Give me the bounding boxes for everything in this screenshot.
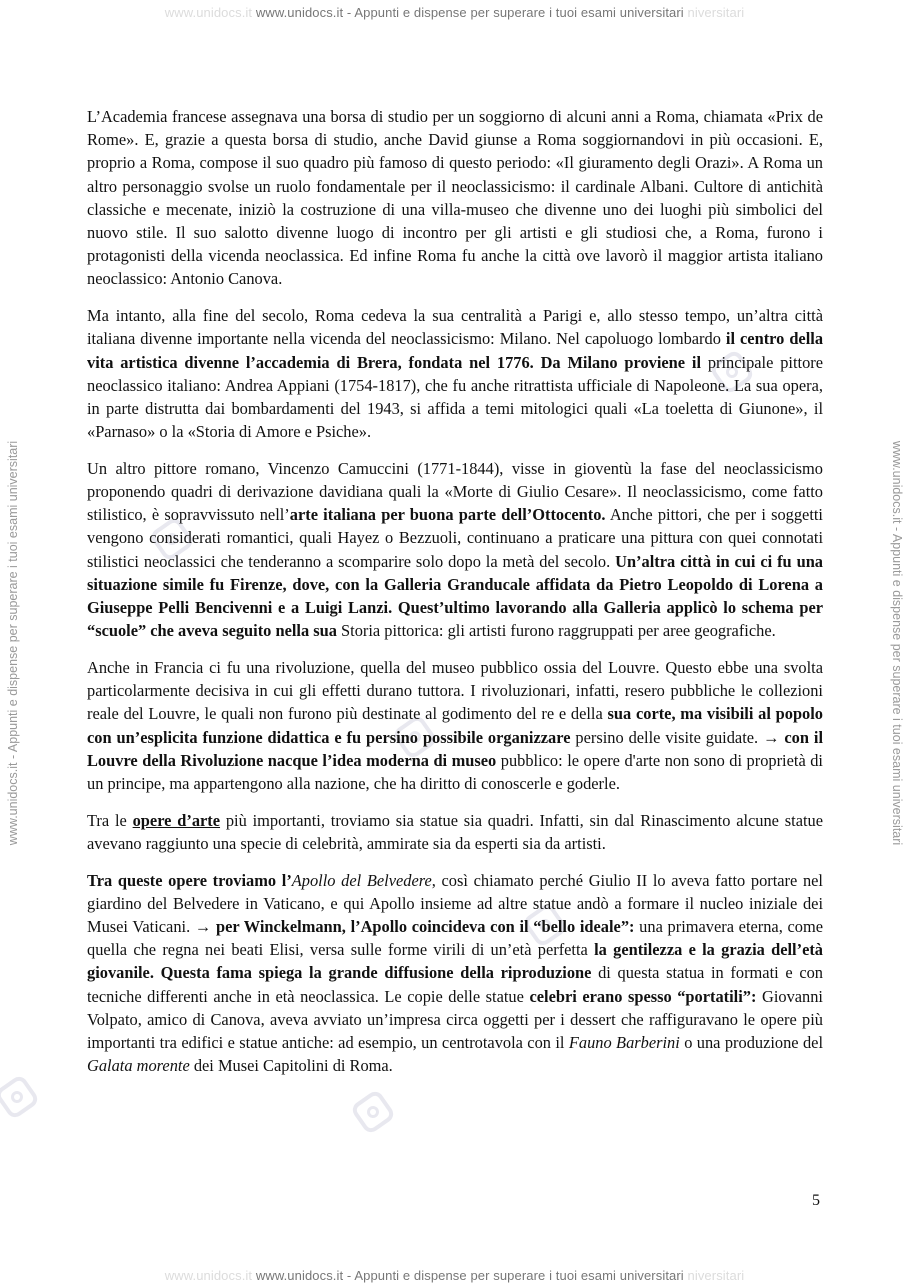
left-side-watermark-text: www.unidocs.it - Appunti e dispense per superare i tuoi esami universitari	[6, 440, 20, 846]
header-banner-faint-right: niversitari	[687, 5, 745, 20]
text-run: la gentilezza e la grazia dell’età giovanile. Questa fama spiega la grande diffusione della riproduzione	[87, 940, 823, 983]
text-run: arte italiana per buona parte dell’Ottocento.	[289, 505, 606, 525]
text-run: dei Musei Capitolini di Roma.	[189, 1056, 393, 1076]
text-run: → con il Louvre della Rivoluzione nacque l’idea moderna di museo	[87, 727, 823, 770]
paragraph	[87, 809, 823, 855]
text-run: Apollo del Belvedere	[291, 870, 432, 890]
text-run: Ma intanto, alla fine del secolo, Roma cedeva la sua centralità a Parigi e, allo stesso tempo, un’altra città italiana divenne importante nella vicenda del neoclassicismo: Milano. Nel capoluogo lombardo	[87, 306, 823, 349]
text-run: Storia pittorica: gli artisti furono raggruppati per aree geografiche.	[336, 621, 776, 641]
text-run: , così chiamato perché Giulio II lo aveva fatto portare nel giardino del Belvedere in Vaticano, e qui Apollo insieme ad altre statue andò a formare il nucleo iniziale dei Musei Vaticani.	[87, 870, 823, 936]
paragraph	[87, 869, 823, 1078]
text-run: opere d’arte	[132, 810, 221, 830]
text-run: Fauno Barberini	[568, 1033, 680, 1053]
text-run: o una produzione del	[679, 1033, 823, 1053]
text-run: una primavera eterna, come quella che regna nei beati Elisi, versa sulle forme virili di un’età perfetta	[87, 917, 823, 960]
text-run: Tra queste opere troviamo l’	[87, 870, 292, 890]
footer-banner-faint-left: www.unidocs.it	[164, 1268, 253, 1283]
document-body	[87, 105, 823, 1091]
paragraph	[87, 105, 823, 291]
paragraph	[87, 457, 823, 643]
text-run: di questa statua in formati e con tecniche differenti anche in età neoclassica. Le copie delle statue	[87, 963, 823, 1006]
text-run: il centro della vita artistica divenne l’accademia di Brera, fondata nel 1776. Da Milano proviene il	[87, 329, 824, 372]
text-run: Un altro pittore romano, Vincenzo Camuccini (1771-1844), visse in gioventù la fase del neoclassicismo proponendo quadri di derivazione davidiana quali la «Morte di Giulio Cesare». Il neoclassicismo, come fatto stilistico, è sopravvissuto nell’	[87, 458, 823, 525]
text-run: Anche pittori, che per i soggetti vengono considerati romantici, quali Hayez o Bezzuoli, continuano a praticare una pittura con quei connotati stilistici neoclassici che tenderanno a scomparire solo dopo la metà del secolo.	[87, 505, 823, 571]
text-run: → per Winckelmann, l’Apollo coincideva con il “bello ideale”:	[194, 917, 635, 936]
header-banner	[0, 5, 909, 20]
paragraph	[87, 656, 823, 795]
text-run: principale pittore neoclassico italiano: Andrea Appiani (1754-1817), che fu anche ritrattista ufficiale di Napoleone. La sua opera, in parte distrutta dai bombardamenti del 1943, si affida a temi mitologici quali «La toeletta di Giunone», il «Parnaso» o la «Storia di Amore e Psiche».	[87, 352, 823, 442]
text-run: Un’altra città in cui ci fu una situazione simile fu Firenze, dove, con la Galleria Granducale affidata da Pietro Leopoldo di Lorena a Giuseppe Pelli Bencivenni e a Luigi Lanzi. Quest’ultimo lavorando alla Galleria applicò lo schema per “scuole” che aveva seguito nella sua	[87, 551, 824, 641]
right-side-watermark-text: www.unidocs.it - Appunti e dispense per superare i tuoi esami universitari	[890, 440, 904, 846]
text-run: Anche in Francia ci fu una rivoluzione, quella del museo pubblico ossia del Louvre. Questo ebbe una svolta particolarmente decisiva in cui gli effetti durano tuttora. I rivoluzionari, infatti, resero pubbliche le collezioni reale del Louvre, le quali non furono più destinate al godimento del re e della	[87, 657, 823, 724]
header-banner-faint-left: www.unidocs.it	[164, 5, 253, 20]
footer-banner-faint-right: niversitari	[687, 1268, 745, 1283]
unidocs-watermark-icon	[349, 1088, 396, 1135]
text-run: Tra le	[87, 810, 133, 830]
paragraph	[87, 304, 823, 443]
text-run: L’Academia francese assegnava una borsa di studio per un soggiorno di alcuni anni a Roma, chiamata «Prix de Rome». E, grazie a questa borsa di studio, anche David giunse a Roma soggiornandovi in più occasioni. E, proprio a Roma, compose il suo quadro più famoso di questo periodo: «Il giuramento degli Orazi». A Roma un altro personaggio svolse un ruolo fondamentale per il neoclassicismo: il cardinale Albani. Cultore di antichità classiche e mecenate, iniziò la costruzione di una villa-museo che divenne uno dei luoghi più simbolici del nuovo stile. Il suo salotto divenne luogo di incontro per gli artisti e gli studiosi che, a Roma, furono i protagonisti della vicenda neoclassica. Ed infine Roma fu anche la città ove lavorò il maggior artista italiano neoclassico: Antonio Canova.	[87, 107, 823, 289]
unidocs-watermark-icon	[0, 1073, 41, 1120]
text-run: Galata morente	[87, 1056, 190, 1076]
footer-banner	[0, 1268, 909, 1283]
text-run: pubblico: le opere d'arte non sono di proprietà di un principe, ma appartengono alla nazione, che ha diritto di conoscerle e goderle.	[87, 750, 823, 793]
footer-banner-text[interactable]: www.unidocs.it - Appunti e dispense per superare i tuoi esami universitari	[255, 1268, 684, 1283]
text-run: persino delle visite guidate.	[570, 727, 764, 747]
text-run: più importanti, troviamo sia statue sia quadri. Infatti, sin dal Rinascimento alcune statue avevano raggiunto una specie di celebrità, ammirate sia da esperti sia da artisti.	[87, 810, 823, 853]
header-banner-text[interactable]: www.unidocs.it - Appunti e dispense per superare i tuoi esami universitari	[255, 5, 684, 20]
page-number: 5	[812, 1192, 820, 1209]
text-run: celebri erano spesso “portatili”:	[529, 986, 757, 1006]
text-run: sua corte, ma visibili al popolo con un’esplicita funzione didattica e fu persino possibile organizzare	[87, 704, 823, 747]
text-run: Giovanni Volpato, amico di Canova, aveva avviato un’impresa circa oggetti per i dessert che raffiguravano le opere più importanti tra edifici e statue antiche: ad esempio, un centrotavola con il	[87, 986, 823, 1053]
